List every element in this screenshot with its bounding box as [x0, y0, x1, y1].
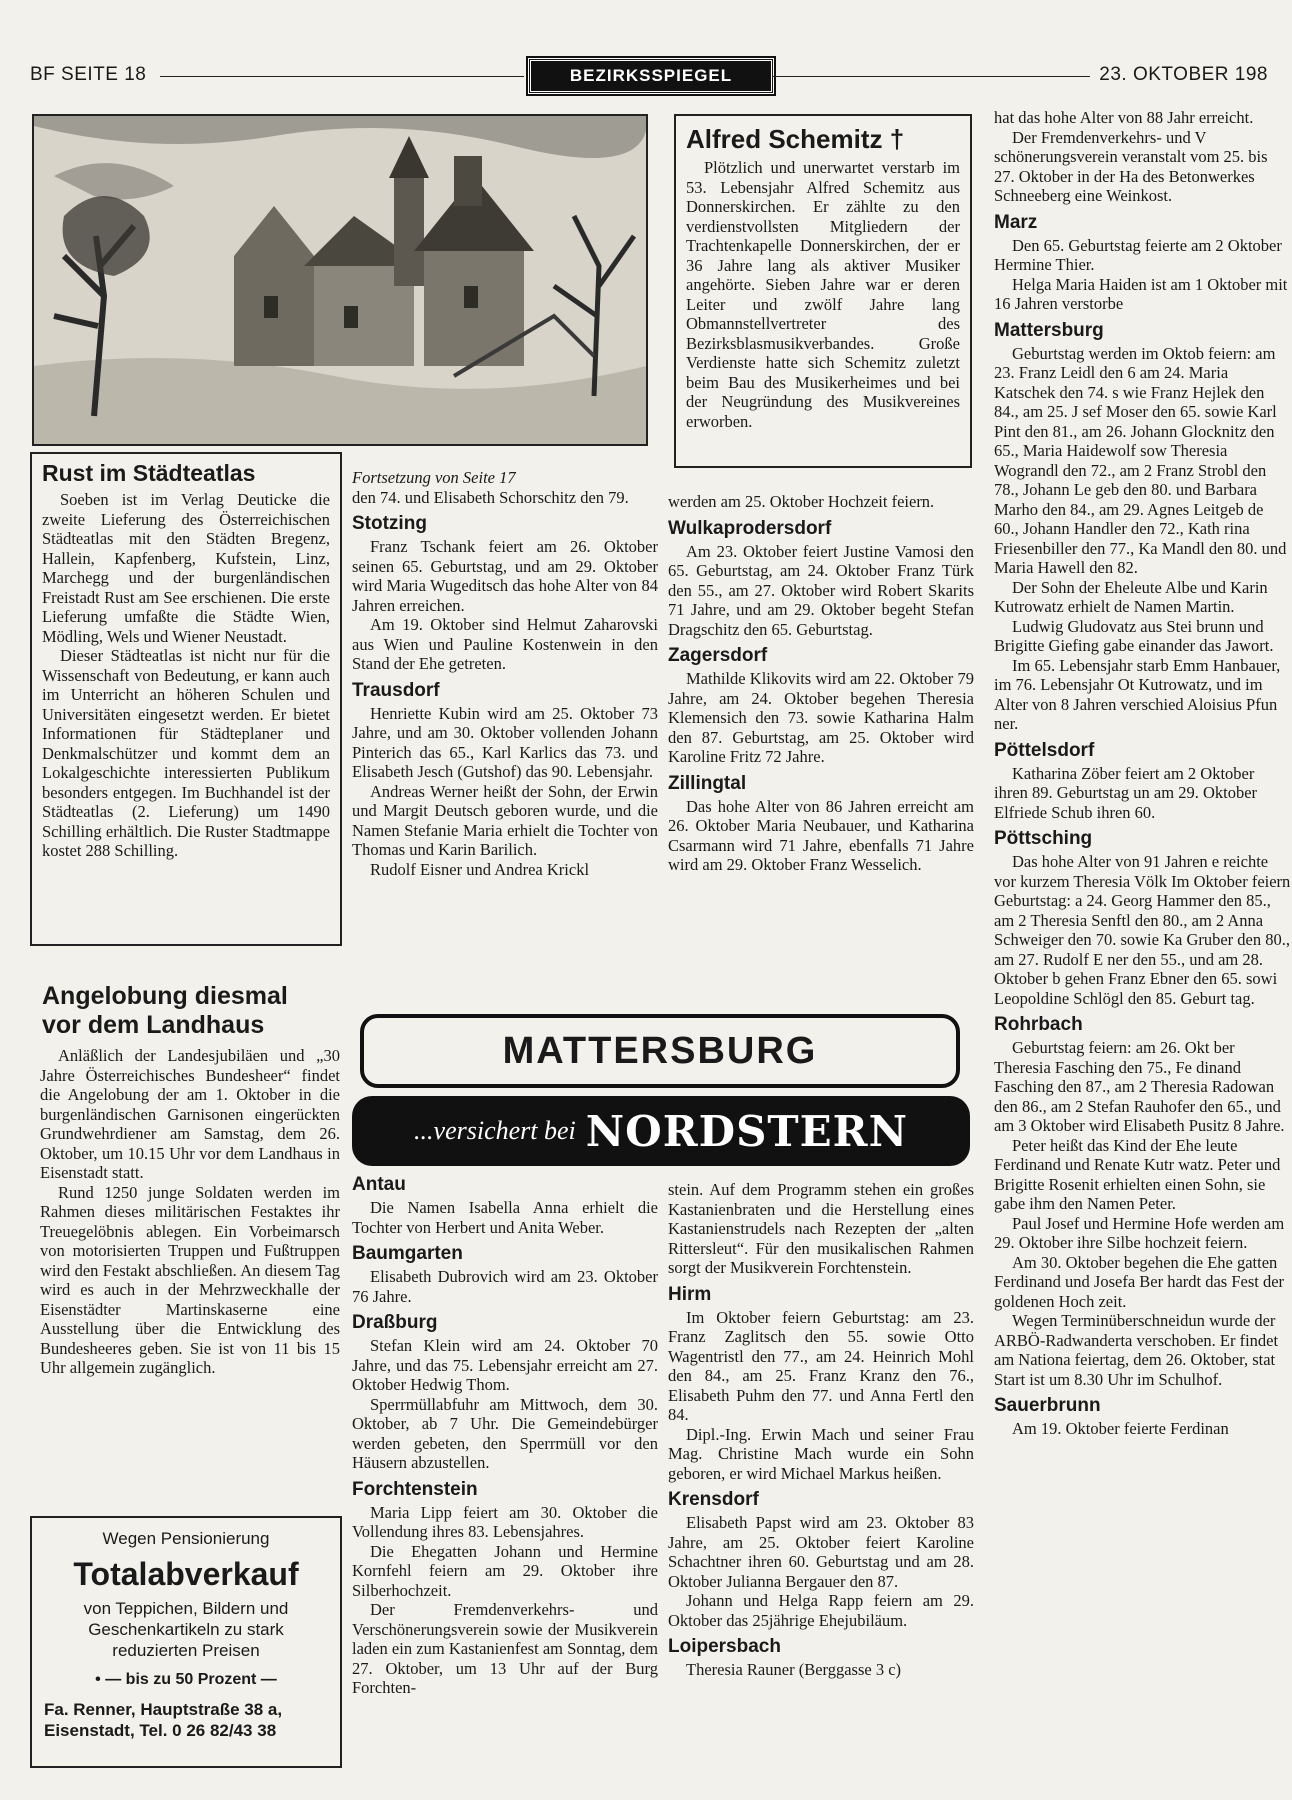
paragraph: Am 23. Oktober feiert Justine Vamosi den 65. Geburtstag, am 24. Oktober Franz Türk den 55., am 27. Oktober wird Robert Skarits 71 Jahre, und am 29. Oktober begeht Stefan Dragschitz den 65. Geburtstag.	[668, 541, 974, 639]
column-2-upper	[352, 468, 658, 879]
paragraph: Rudolf Eisner und Andrea Krickl	[370, 859, 590, 879]
paragraph: Das hohe Alter von 86 Jahren erreicht am 26. Oktober Maria Neubauer, und Katharina Csarmann wird 71 Jahre, ebenfalls 71 Jahre wird am 29. Oktober Franz Wesselich.	[668, 796, 974, 874]
paragraph: Ludwig Gludovatz aus Stei brunn und Brigitte Giefing gabe einander das Jawort.	[994, 616, 1274, 655]
paragraph: Plötzlich und unerwartet verstarb im 53. Lebensjahr Alfred Schemitz aus Donnerskirchen. Er zählte zu den verdienstvollsten Mitgliedern der Trachtenkapelle Donnerskirchen, der er 36 Jahre lang als aktiver Musiker angehörte. Sieben Jahre war er deren Leiter und zwölf Jahre lang Obmannstellvertreter des Bezirksblasmusikverbandes. Große Verdienste hatte sich Schemitz zuletzt beim Bau des Musikerheimes und bei der Neugründung des Musikvereines erworben.	[686, 158, 960, 431]
paragraph: Der Fremdenverkehrs- und Verschönerungsverein sowie der Musikverein laden ein zum Kastanienfest am Sonntag, dem 27. Oktober, um 13 Uhr auf der Burg Forchten-	[352, 1600, 658, 1697]
article-rust-staedteatlas	[30, 452, 342, 946]
ad-contact: Eisenstadt, Tel. 0 26 82/43 38	[44, 1721, 277, 1740]
paragraph: hat das hohe Alter von 88 Jahr erreicht.	[994, 108, 1254, 127]
section-heading-wulkaprodersdorf: Wulkaprodersdorf	[668, 517, 832, 539]
paragraph: Maria Lipp feiert am 30. Oktober die Vollendung ihres 83. Lebensjahres.	[352, 1502, 658, 1541]
mattersburg-nordstern-banner	[352, 1014, 970, 1168]
section-heading-trausdorf: Trausdorf	[352, 679, 440, 701]
ad-contact: Fa. Renner, Hauptstraße 38 a,	[44, 1700, 283, 1719]
column-3-upper	[668, 492, 974, 875]
paragraph: Soeben ist im Verlag Deuticke die zweite Lieferung des Österreichischen Städteatlas mit den Städten Bregenz, Hallein, Kapfenberg, Kufstein, Linz, Marchegg und der burgenländischen Freistadt Rust am See erschienen. Die erste Lieferung umfaßte die Städte Wien, Mödling, Wels und Wiener Neustadt.	[42, 490, 330, 646]
article-schemitz-obituary	[674, 114, 972, 468]
column-3-lower	[668, 1180, 974, 1680]
section-heading-poettsching: Pöttsching	[994, 828, 1093, 849]
section-title: BEZIRKSSPIEGEL	[528, 58, 774, 94]
banner-brand: NORDSTERN	[585, 1106, 908, 1156]
paragraph: werden am 25. Oktober Hochzeit feiern.	[668, 492, 935, 511]
paragraph: Katharina Zöber feiert am 2 Oktober ihren 89. Geburtstag un am 29. Oktober Elfriede Schub ihren 60.	[994, 763, 1258, 822]
issue-date: 23. OKTOBER 198	[1099, 64, 1268, 85]
ad-headline: Totalabverkauf	[73, 1556, 299, 1592]
section-heading-zillingtal: Zillingtal	[668, 772, 747, 794]
paragraph: Sperrmüllabfuhr am Mittwoch, dem 30. Oktober, ab 7 Uhr. Die Gemeindebürger werden gebeten, den Sperrmüll vor den Häusern abzustellen.	[352, 1394, 658, 1472]
paragraph: Henriette Kubin wird am 25. Oktober 73 Jahre, und am 30. Oktober vollenden Johann Pinterich das 65., Karl Karlics das 73. und Elisabeth Jesch (Gutshof) das 90. Lebensjahr.	[352, 703, 658, 781]
ad-line: Wegen Pensionierung	[102, 1529, 270, 1548]
section-heading-krensdorf: Krensdorf	[668, 1489, 759, 1510]
paragraph: Andreas Werner heißt der Sohn, der Erwin und Margit Deutsch geboren wurde, und die Namen Stefanie Maria erhielt die Tochter von Thomas und Karin Barilich.	[352, 781, 658, 859]
article-title: Alfred Schemitz †	[686, 124, 905, 154]
paragraph: Paul Josef und Hermine Hofe werden am 29. Oktober ihre Silbe hochzeit feiern.	[994, 1213, 1285, 1252]
paragraph: Stefan Klein wird am 24. Oktober 70 Jahre, und das 75. Lebensjahr erreicht am 27. Oktober Hedwig Thom.	[352, 1336, 658, 1394]
section-heading-drassburg: Draßburg	[352, 1312, 438, 1333]
ad-discount: • — bis zu 50 Prozent —	[95, 1671, 277, 1688]
article-angelobung	[30, 982, 342, 1378]
paragraph: Das hohe Alter von 91 Jahren e reichte vor kurzem Theresia Völk Im Oktober feiern Geburtstag: a 24. Georg Hammer den 85., am 2 Theresia Senftl den 80., am 2 Anna Schweiger den 70. sowie Ka Gruber den 80., am 27. Rudolf E ner den 55., und am 28. Oktober b gehen Franz Ebner den 65. sowi Leopoldine Schlögl den 85. Geburt tag.	[994, 852, 1291, 1008]
paragraph: Der Fremdenverkehrs- und V schönerungsverein veranstalt vom 25. bis 27. Oktober in der Ha des Betonwerkes Schneeberg eine Weinkost.	[994, 127, 1268, 205]
section-heading-marz: Marz	[994, 211, 1038, 233]
ad-body: von Teppichen, Bildern und Geschenkartikeln zu stark reduzierten Preisen	[83, 1599, 289, 1660]
section-heading-mattersburg: Mattersburg	[994, 319, 1104, 341]
paragraph: Johann und Helga Rapp feiern am 29. Oktober das 25jährige Ehejubiläum.	[668, 1591, 974, 1630]
continuation-note: Fortsetzung von Seite 17	[352, 468, 516, 487]
column-4-clip	[990, 108, 1292, 1800]
section-heading-zagersdorf: Zagersdorf	[668, 645, 768, 666]
paragraph: Helga Maria Haiden ist am 1 Oktober mit 16 Jahren verstorbe	[994, 274, 1288, 313]
paragraph: Am 19. Oktober sind Helmut Zaharovski aus Wien und Pauline Kostenwein in den Stand der Ehe getreten.	[352, 615, 658, 673]
section-heading-hirm: Hirm	[668, 1283, 712, 1305]
paragraph: Im 65. Lebensjahr starb Emm Hanbauer, im 76. Lebensjahr Ot Kutrowatz, und im Alter von 8 Jahren verschied Aloisius Pfun ner.	[994, 655, 1281, 733]
column-2-lower	[352, 1174, 658, 1698]
paragraph: Geburtstag werden im Oktob feiern: am 23. Franz Leidl den 6 am 24. Maria Katschek den 74. s wie Franz Hejlek den 84., am 25. J sef Moser den 65. sowie Karl Pint den 81., am 26. Johann Glocknitz den 65., Maria Haidewolf sow Theresia Wograndl den 72., am 2 Franz Strobl den 78., Johann Le geb den 80. und Barbara Marho den 84., am 29. Agnes Leitgeb de 60., Johann Handler den 72., Kath rina Friesenbiller den 77., Ka Mandl den 80. und Maria Hawell den 82.	[994, 343, 1287, 577]
paragraph: Im Oktober feiern Geburtstag: am 23. Franz Zaglitsch den 55. sowie Otto Wagentristl den 77., am 24. Heinrich Mohl den 84., am 25. Franz Kranz den 76., Elisabeth Puhm den 77. und Anna Fertl den 84.	[668, 1307, 974, 1424]
paragraph: stein. Auf dem Programm stehen ein großes Kastanienbraten und die Herstellung eines Kastanienstrudels nach Rezepten der „alten Rittersleut“. Für den musikalischen Rahmen sorgt der Musikverein Forchtenstein.	[668, 1180, 974, 1277]
header-rule-right	[772, 76, 1090, 77]
column-4	[994, 108, 1292, 1439]
section-heading-stotzing: Stotzing	[352, 513, 427, 534]
paragraph: Rund 1250 junge Soldaten werden im Rahmen dieses militärischen Festaktes ihr Treuegelöbnis ablegen. Ein Vorbeimarsch von motorisierten Truppen und Fußtruppen wird den Festakt abschließen. An diesem Tag wird es auch in der Mehrzweckhalle der Eisenstädter Martinskaserne eine Ausstellung über die Entwicklung des Bundesheeres geben. Sie ist von 11 bis 15 Uhr allgemein zugänglich.	[40, 1182, 340, 1377]
paragraph: Theresia Rauner (Berggasse 3 c)	[686, 1660, 902, 1679]
paragraph: Geburtstag feiern: am 26. Okt ber Theresia Fasching den 75., Fe dinand Fasching den 87., am 2 Theresia Radowan den 86., am 2 Stefan Rauhofer den 65., und am 3 Oktober wird Elisabeth Pusitz 8 Jahre.	[994, 1038, 1285, 1135]
paragraph: Elisabeth Dubrovich wird am 23. Oktober 76 Jahre.	[352, 1267, 658, 1306]
advertisement-totalabverkauf	[30, 1516, 342, 1768]
section-heading-poettelsdorf: Pöttelsdorf	[994, 739, 1095, 761]
banner-subtitle: ...versichert bei	[414, 1116, 576, 1145]
paragraph: Franz Tschank feiert am 26. Oktober seinen 65. Geburtstag, und am 29. Oktober wird Maria Wugeditsch das hohe Alter von 84 Jahren erreichen.	[352, 537, 658, 615]
section-heading-forchtenstein: Forchtenstein	[352, 1478, 478, 1500]
paragraph: Den 65. Geburtstag feierte am 2 Oktober Hermine Thier.	[994, 235, 1282, 274]
paragraph: Am 30. Oktober begehen die Ehe gatten Ferdinand und Josefa Ber hardt das Fest der goldenen Hoch zeit.	[994, 1252, 1285, 1311]
article-title: Rust im Städteatlas	[42, 460, 256, 486]
section-heading-antau: Antau	[352, 1174, 406, 1195]
paragraph: Mathilde Klikovits wird am 22. Oktober 79 Jahre, am 24. Oktober begehen Theresia Klemensich den 73. sowie Katharina Halm den 87. Geburtstag, am 25. Oktober wird Karoline Fritz 72 Jahre.	[668, 669, 974, 766]
paragraph: Anläßlich der Landesjubiläen und „30 Jahre Österreichisches Bundesheer“ findet die Angelobung der am 1. Oktober in die burgenländischen Garnisonen eingerückten Grundwehrdiener am Samstag, dem 26. Oktober, um 10.15 Uhr vor dem Landhaus in Eisenstadt statt.	[40, 1046, 340, 1182]
banner-town: MATTERSBURG	[360, 1014, 960, 1088]
paragraph: Die Ehegatten Johann und Hermine Kornfehl feiern am 29. Oktober ihre Silberhochzeit.	[352, 1541, 658, 1600]
paragraph: Dipl.-Ing. Erwin Mach und seiner Frau Mag. Christine Mach wurde ein Sohn geboren, er wird Michael Markus heißen.	[668, 1424, 974, 1483]
paragraph: Peter heißt das Kind der Ehe leute Ferdinand und Renate Kutr watz. Peter und Brigitte Rosenit erhielten einen Sohn, sie gabe ihm den Namen Peter.	[994, 1135, 1281, 1213]
paragraph: Wegen Terminüberschneidun wurde der ARBÖ-Radwanderta verschoben. Er findet am Nationa feiertag, dem 26. Oktober, stat Start ist um 8.30 Uhr im Schulhof.	[994, 1311, 1279, 1389]
header-rule-left	[160, 76, 524, 77]
paragraph: Dieser Städteatlas ist nicht nur für die Wissenschaft von Bedeutung, er kann auch im Unterricht an höheren Schulen und Universitäten eingesetzt werden. Er bietet Informationen für Städteplaner und Denkmalschützer und kommt dem an Lokalgeschichte interessierten Publikum besonders entgegen. Im Buchhandel ist der Städteatlas (2. Lieferung) um 1490 Schilling erhältlich. Die Ruster Stadtmappe kostet 288 Schilling.	[42, 646, 330, 860]
paragraph: Am 19. Oktober feierte Ferdinan	[1012, 1419, 1229, 1438]
castle-sketch-image	[34, 116, 646, 444]
paragraph: den 74. und Elisabeth Schorschitz den 79.	[352, 487, 629, 507]
paragraph: Die Namen Isabella Anna erhielt die Tochter von Herbert und Anita Weber.	[352, 1198, 658, 1237]
section-heading-rohrbach: Rohrbach	[994, 1014, 1083, 1035]
article-title: Angelobung diesmal vor dem Landhaus	[42, 982, 288, 1039]
page-number: BF SEITE 18	[30, 64, 147, 85]
section-heading-baumgarten: Baumgarten	[352, 1243, 463, 1264]
paragraph: Elisabeth Papst wird am 23. Oktober 83 Jahre, am 25. Oktober feiert Karoline Schachtner ihren 60. Geburtstag und am 28. Oktober Julianna Bergauer den 87.	[668, 1513, 974, 1591]
town-illustration	[32, 114, 648, 446]
banner-sponsor	[352, 1096, 970, 1166]
section-heading-sauerbrunn: Sauerbrunn	[994, 1395, 1101, 1416]
section-heading-loipersbach: Loipersbach	[668, 1636, 781, 1657]
paragraph: Der Sohn der Eheleute Albe und Karin Kutrowatz erhielt de Namen Martin.	[994, 577, 1268, 616]
